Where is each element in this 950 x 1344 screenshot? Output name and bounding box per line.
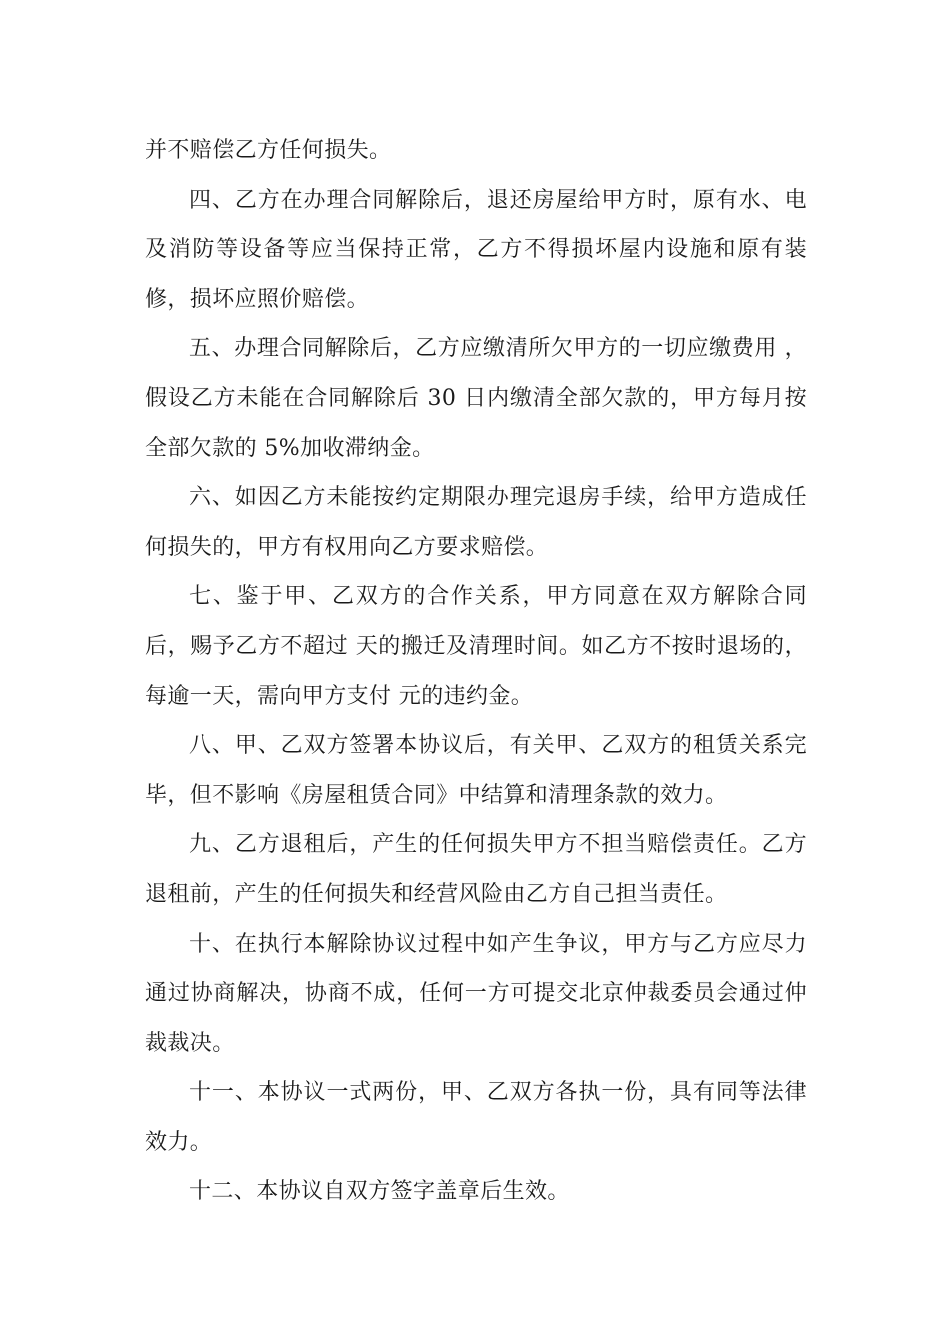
clause-9: 九、乙方退租后，产生的任何损失甲方不担当赔偿责任。乙方退租前，产生的任何损失和经营风险由乙方自己担当责任。 [145,832,807,907]
clause-4: 四、乙方在办理合同解除后，退还房屋给甲方时，原有水、电及消防等设备等应当保持正常，乙方不得损坏屋内设施和原有装修，损坏应照价赔偿。 [145,187,807,312]
clause-12: 十二、本协议自双方签字盖章后生效。 [189,1179,570,1205]
clause-5: 五、办理合同解除后，乙方应缴清所欠甲方的一切应缴费用 ，假设乙方未能在合同解除后 30 日内缴清全部欠款的，甲方每月按全部欠款的 5%加收滞纳金。 [145,336,807,461]
clause-8: 八、甲、乙双方签署本协议后，有关甲、乙双方的租赁关系完毕，但不影响《房屋租赁合同》中结算和清理条款的效力。 [145,733,807,808]
clause-10: 十、在执行本解除协议过程中如产生争议，甲方与乙方应尽力通过协商解决，协商不成，任何一方可提交北京仲裁委员会通过仲裁裁决。 [145,931,807,1056]
clause-11: 十一、本协议一式两份，甲、乙双方各执一份，具有同等法律效力。 [145,1080,807,1155]
clause-7: 七、鉴于甲、乙双方的合作关系，甲方同意在双方解除合同后，赐予乙方不超过 天的搬迁及清理时间。如乙方不按时退场的，每逾一天，需向甲方支付 元的违约金。 [145,584,807,709]
paragraph-continuation: 并不赔偿乙方任何损失。 [145,138,392,163]
document-body [145,126,807,1217]
clause-6: 六、如因乙方未能按约定期限办理完退房手续，给甲方造成任何损失的，甲方有权用向乙方要求赔偿。 [145,485,807,560]
